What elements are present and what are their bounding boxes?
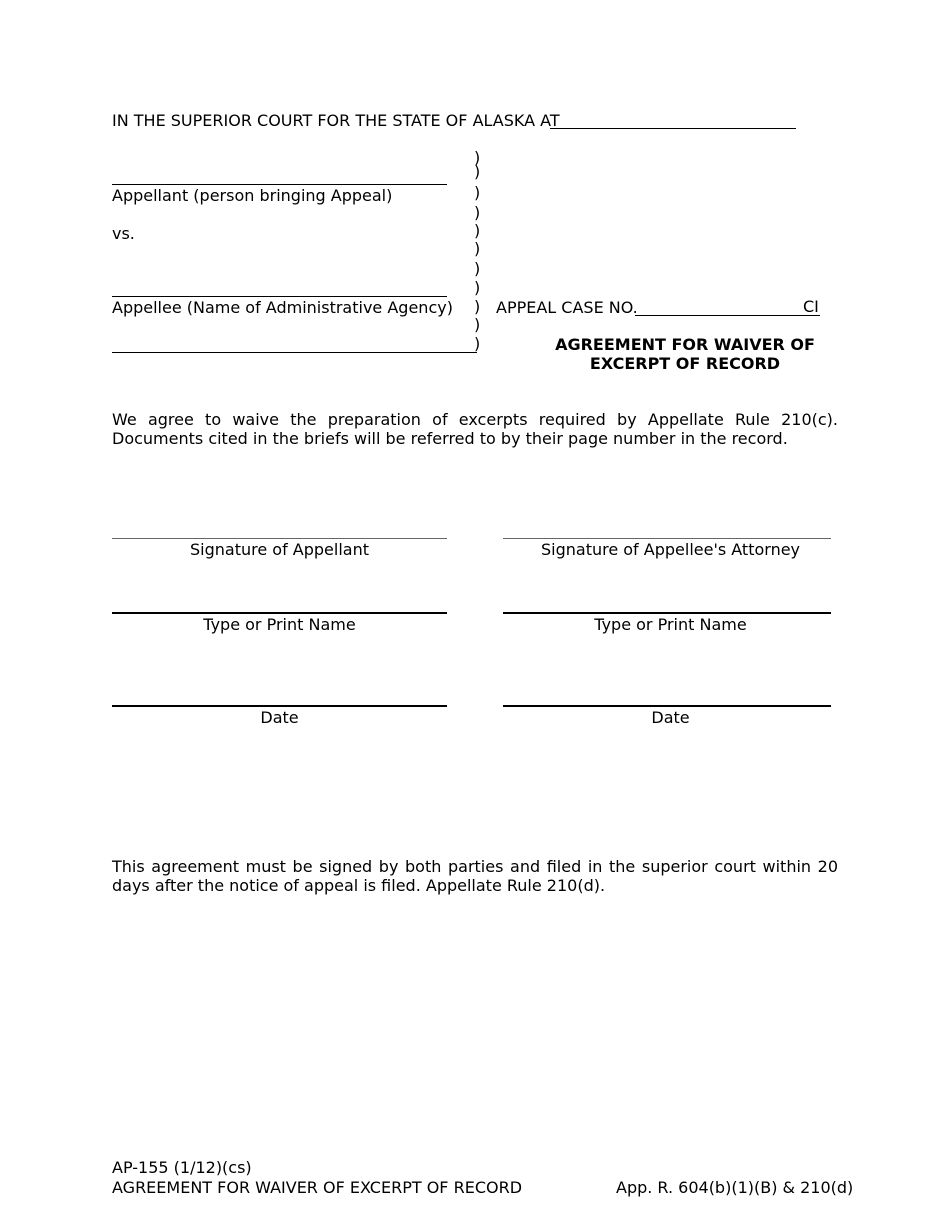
appellant-signature-label: Signature of Appellant <box>190 540 369 559</box>
agreement-paragraph: We agree to waive the preparation of excerpts required by Appellate Rule 210(c). Documents cited in the briefs will be referred to by their page number in the record. <box>112 410 838 448</box>
appellee-date-label: Date <box>651 708 690 727</box>
caption-paren: ) <box>474 278 481 297</box>
form-number: AP-155 (1/12)(cs) <box>112 1158 252 1177</box>
caption-paren: ) <box>474 315 481 334</box>
appellant-label: Appellant (person bringing Appeal) <box>112 186 393 205</box>
court-location-field[interactable] <box>550 128 796 129</box>
caption-paren: ) <box>474 183 481 202</box>
appellee-date-field[interactable] <box>503 705 831 707</box>
document-title-line2: EXCERPT OF RECORD <box>589 354 781 373</box>
caption-paren: ) <box>474 239 481 258</box>
case-number-label: APPEAL CASE NO. <box>496 298 638 317</box>
appellee-print-name-field[interactable] <box>503 612 831 614</box>
appellant-print-name-label: Type or Print Name <box>203 615 356 634</box>
filing-note-paragraph: This agreement must be signed by both parties and filed in the superior court within 20 days after the notice of appeal is filed. Appellate Rule 210(d). <box>112 857 838 895</box>
appellant-name-field[interactable] <box>112 184 447 185</box>
caption-paren: ) <box>474 259 481 278</box>
case-number-suffix: CI <box>803 297 819 316</box>
form-title-footer: AGREEMENT FOR WAIVER OF EXCERPT OF RECORD <box>112 1178 523 1197</box>
appellant-date-label: Date <box>260 708 299 727</box>
appellee-attorney-signature-label: Signature of Appellee's Attorney <box>540 540 801 559</box>
caption-paren: ) <box>474 203 481 222</box>
appellee-attorney-signature-field[interactable] <box>503 538 831 539</box>
rule-reference: App. R. 604(b)(1)(B) & 210(d) <box>616 1178 854 1197</box>
caption-paren: ) <box>474 162 481 181</box>
appellee-name-field[interactable] <box>112 296 447 297</box>
caption-paren: ) <box>474 334 481 353</box>
caption-paren: ) <box>474 297 481 316</box>
caption-paren: ) <box>474 221 481 240</box>
caption-paren: ) <box>474 148 481 167</box>
document-title-line1: AGREEMENT FOR WAIVER OF <box>555 335 815 354</box>
appellant-print-name-field[interactable] <box>112 612 447 614</box>
court-heading: IN THE SUPERIOR COURT FOR THE STATE OF ALASKA AT <box>112 111 560 130</box>
appellee-print-name-label: Type or Print Name <box>594 615 747 634</box>
versus-label: vs. <box>112 224 135 243</box>
appellee-label: Appellee (Name of Administrative Agency) <box>112 298 453 317</box>
caption-bottom-rule <box>112 352 477 353</box>
appellant-signature-field[interactable] <box>112 538 447 539</box>
case-number-field[interactable] <box>635 315 820 316</box>
appellant-date-field[interactable] <box>112 705 447 707</box>
